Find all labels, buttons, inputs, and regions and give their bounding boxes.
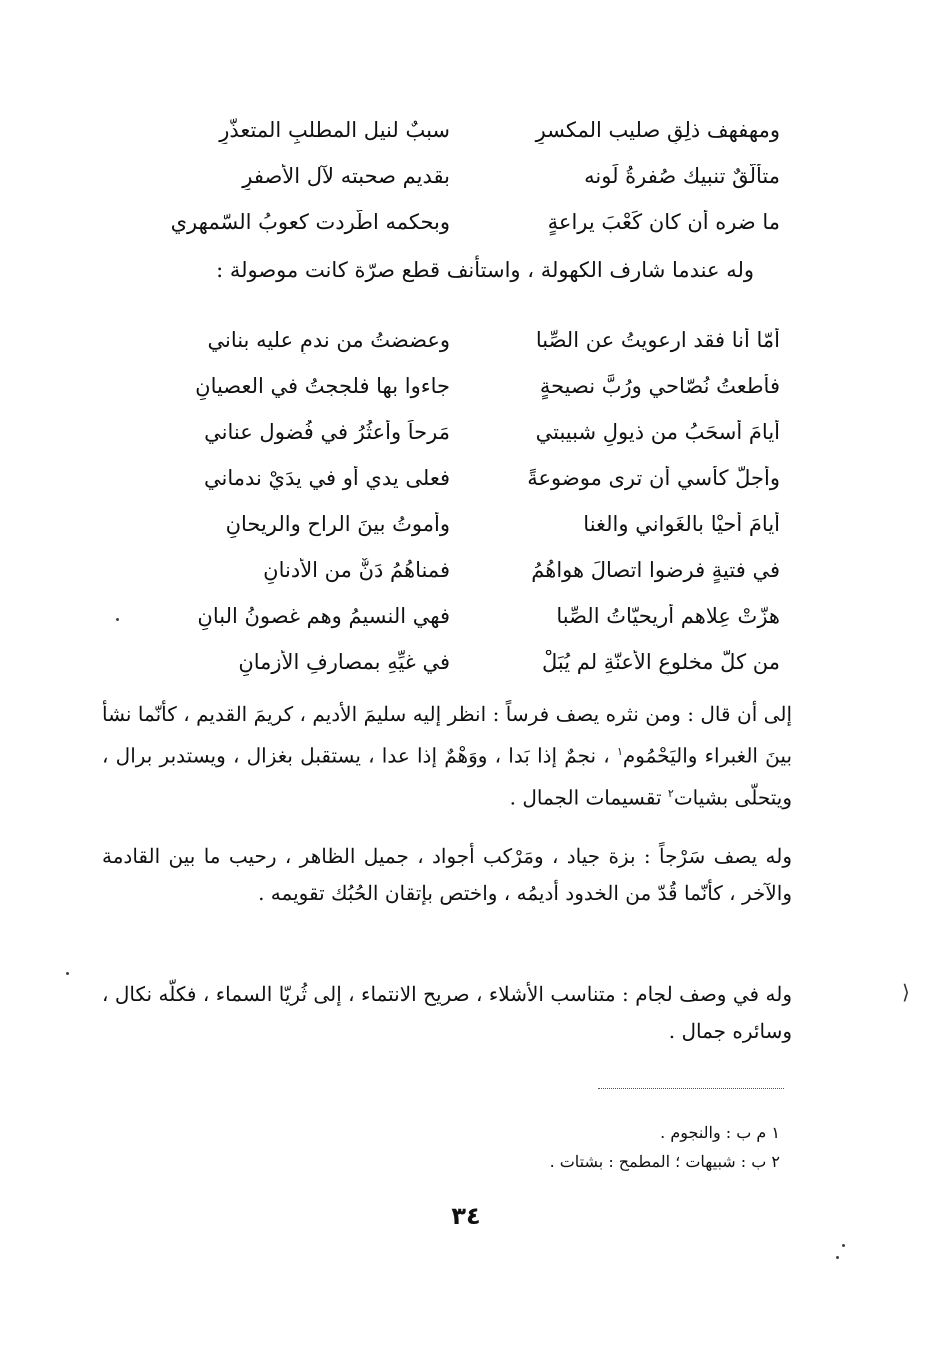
verse-second-hemistich: فمناهُمُ دَنٌّ من الأدنانِ (263, 558, 450, 583)
footnote-ref-2: ٢ (667, 786, 674, 800)
poem-intro-line: وله عندما شارف الكهولة ، واستأنف قطع صرّة كانت موصولة : (216, 258, 754, 282)
speck (842, 1244, 845, 1247)
verse-first-hemistich: هزّتْ عِلاهم أريحيّاتُ الصِّبا (556, 604, 780, 629)
verse-line (150, 364, 780, 410)
page-number: ٣٤ (451, 1202, 481, 1230)
verse-second-hemistich: فهي النسيمُ وهم غصونُ البانِ (197, 604, 450, 629)
verse-line (150, 108, 780, 154)
verse-second-hemistich: في غيِّهِ بمصارفِ الأزمانِ (238, 650, 450, 675)
verse-second-hemistich: بقديم صحبته لآل الأصفرِ (242, 164, 450, 189)
verse-first-hemistich: أمّا أنا فقد ارعويتُ عن الصِّبا (535, 328, 780, 353)
verse-first-hemistich: ومهفهف ذلِقٍ صليب المكسرِ (535, 118, 780, 143)
verse-second-hemistich: فعلى يدي أو في يدَيْ ندماني (204, 466, 450, 491)
verse-second-hemistich: وعضضتُ من ندمٍ عليه بناني (207, 328, 450, 353)
footnote-separator (598, 1088, 784, 1089)
speck (836, 1256, 839, 1259)
verse-second-hemistich: سببٌ لنيل المطلبِ المتعذّرِ (219, 118, 450, 143)
verse-first-hemistich: من كلّ مخلوعِ الأعنّةِ لم يُبَلْ (541, 650, 780, 675)
verse-line (150, 548, 780, 594)
verse-second-hemistich: جاءوا بها فلججتُ في العصيانِ (195, 374, 450, 399)
verse-line (150, 640, 780, 686)
verse-second-hemistich: وأموتُ بينَ الراح والريحانِ (225, 512, 450, 537)
prose-segment: إلى أن قال : ومن نثره يصف فرساً : انظر إليه سليمَ الأديم ، كريمَ القديم ، كأنّما نشأ بينَ الغبراء واليَحْمُوم (102, 702, 793, 768)
verse-line (150, 318, 780, 364)
verse-first-hemistich: أيامَ أحيْا بالغَواني والغنا (583, 512, 780, 537)
prose-paragraph-saddle: وله يصف سَرْجاً : بزة جياد ، ومَرْكب أجواد ، جميل الظاهر ، رحيب ما بين القادمة والآخر ، كأنّما قُدّ من الخدود أديمُه ، واختص بإتقان الحُبُك تقويمه . (102, 844, 792, 905)
prose-paragraph-horse (102, 696, 792, 816)
poem-block-1 (150, 108, 780, 246)
speck (66, 972, 69, 975)
verse-first-hemistich: أيامَ أسحَبُ من ذيولِ شبيبتي (535, 420, 780, 445)
prose-segment: تقسيمات الجمال . (509, 785, 668, 810)
verse-first-hemistich: متألّقٌ تنبيك صُفرةُ لَونه (584, 164, 780, 189)
footnote-1: ١ م ب : والنجوم . (660, 1123, 780, 1142)
verse-first-hemistich: في فتيةٍ فرضوا اتصالَ هواهُمُ (531, 558, 780, 583)
verse-line (150, 594, 780, 640)
verse-first-hemistich: ما ضره أن كان كَعْبَ يراعةٍ (547, 210, 780, 235)
poem-block-2 (150, 318, 780, 686)
verse-line (150, 502, 780, 548)
footnote-2: ٢ ب : شبيهات ؛ المطمح : بشتات . (549, 1152, 780, 1171)
verse-first-hemistich: وأُجلُّ كأسي أن ترى موضوعةً (527, 466, 780, 491)
footnote-ref-1: ١ (616, 745, 623, 758)
verse-line (150, 154, 780, 200)
prose-paragraph-bridle: وله في وصف لجام : متناسب الأشلاء ، صريح الانتماء ، إلى ثُريّا السماء ، فكلّه نكال ، وسائره جمال . (102, 982, 792, 1043)
verse-second-hemistich: وبحكمه اطّردت كعوبُ السّمهري (170, 210, 450, 235)
verse-first-hemistich: فأطعتُ نُصّاحي ورُبَّ نصيحةٍ (539, 374, 780, 399)
verse-second-hemistich: مَرحاً وأعثُرُ في فُضول عناني (204, 420, 450, 445)
margin-mark: ⟩ (902, 980, 910, 1004)
prose-segment: ، نجمٌ إذا بَدا ، ووَهْمٌ إذا عدا ، يستقبل بغزال ، ويستدبر برال ، ويتحلّى بشيات (102, 743, 792, 810)
verse-line (150, 456, 780, 502)
verse-line (150, 410, 780, 456)
verse-line (150, 200, 780, 246)
speck (116, 618, 119, 621)
footnotes (380, 1118, 780, 1176)
